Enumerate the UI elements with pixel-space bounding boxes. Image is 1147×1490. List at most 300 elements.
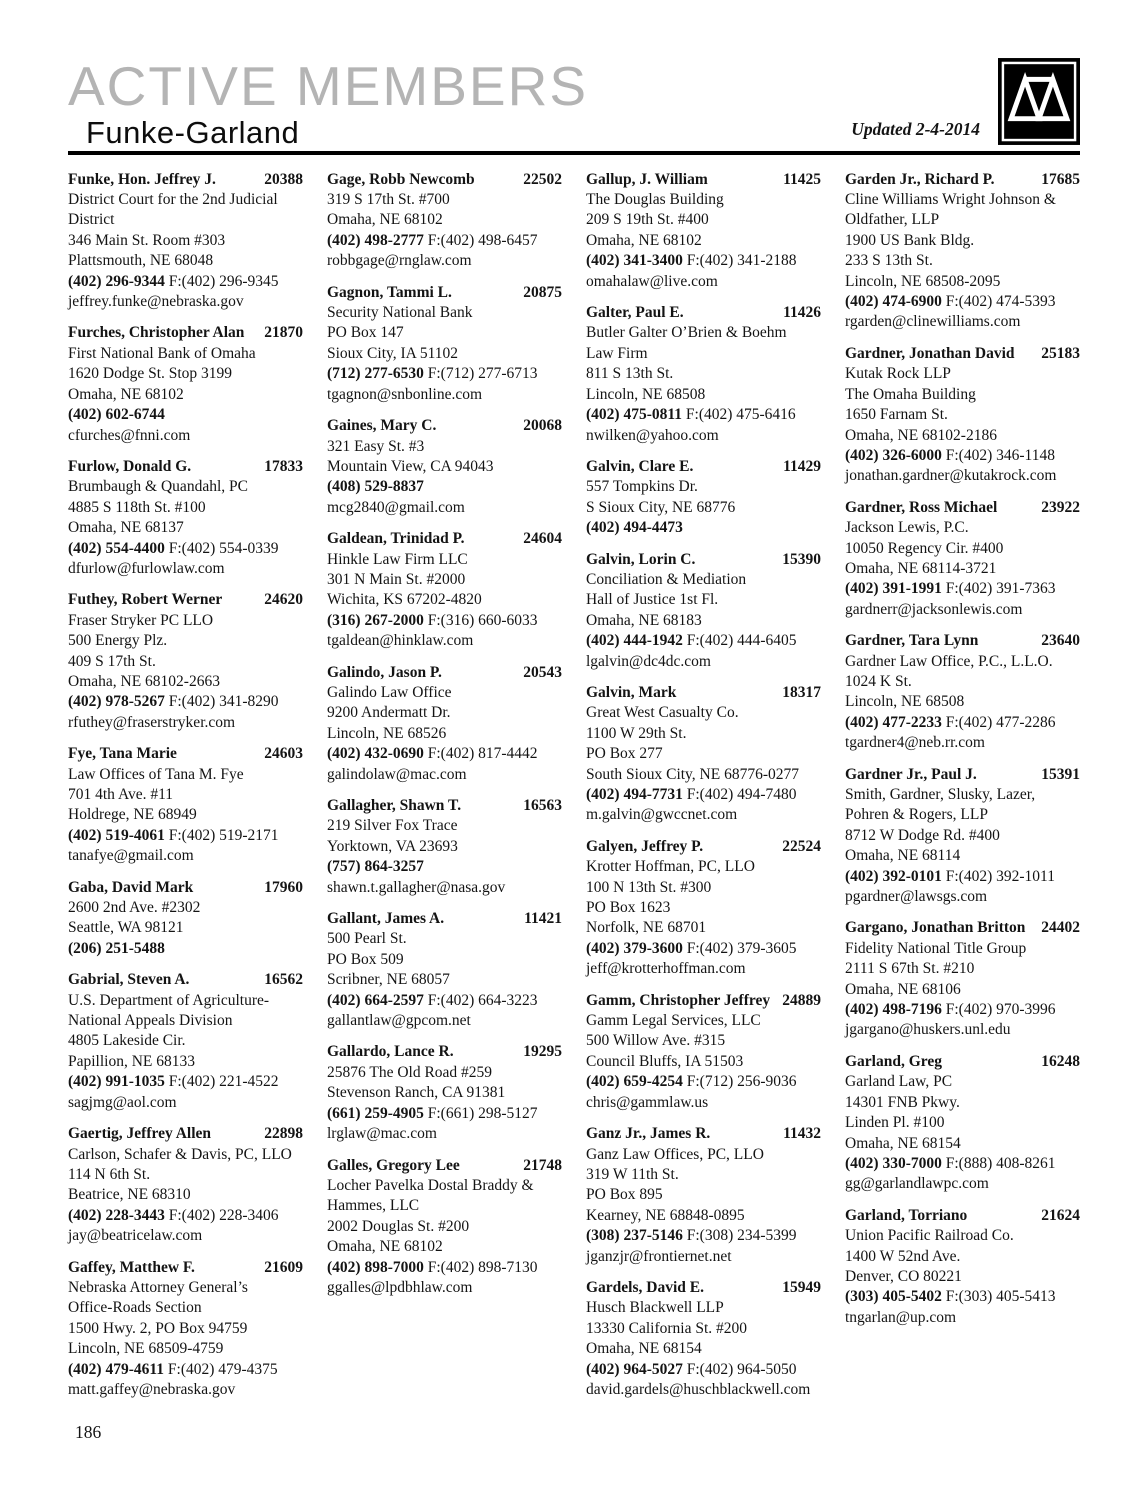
phone-line — [327, 611, 562, 631]
scales-of-justice-icon — [998, 58, 1080, 145]
phone-line — [68, 539, 303, 559]
address-line: Omaha, NE 68137 — [68, 519, 184, 537]
fax-number: F:(402) 296-9345 — [168, 272, 279, 290]
member-name-row — [586, 1124, 821, 1144]
address-line: 1620 Dodge St. Stop 3199 — [68, 365, 233, 383]
email-address: ggalles@lpdbhlaw.com — [327, 1278, 473, 1296]
address-line: 2600 2nd Ave. #2302 — [68, 899, 201, 917]
member-name-row — [68, 170, 303, 190]
member-id: 16563 — [523, 797, 562, 815]
address-line: Beatrice, NE 68310 — [68, 1186, 191, 1204]
address-line: 1400 W 52nd Ave. — [845, 1247, 961, 1265]
member-name-row — [586, 683, 821, 703]
email-address: omahalaw@live.com — [586, 272, 718, 290]
member-name-row — [68, 970, 303, 990]
email-address: tgagnon@snbonline.com — [327, 385, 483, 403]
phone-number: (402) 330-7000 — [845, 1154, 942, 1172]
member-name: Gardner, Tara Lynn — [845, 632, 979, 650]
address-line: Yorktown, VA 23693 — [327, 837, 458, 855]
address-line: 114 N 6th St. — [68, 1165, 151, 1183]
member-name: Galvin, Clare E. — [586, 457, 694, 475]
member-id: 11421 — [524, 910, 562, 928]
page-number: 186 — [75, 1422, 102, 1442]
member-entry — [327, 529, 562, 651]
member-name-row — [327, 1156, 562, 1176]
member-name-row — [68, 744, 303, 764]
member-id: 11429 — [783, 457, 821, 475]
address-line: PO Box 277 — [586, 745, 663, 763]
address-line: Omaha, NE 68114 — [845, 847, 961, 865]
address-line: 301 N Main St. #2000 — [327, 570, 466, 588]
email-address: chris@gammlaw.us — [586, 1093, 709, 1111]
email-address: tngarlan@up.com — [845, 1308, 957, 1326]
address-line: South Sioux City, NE 68776-0277 — [586, 765, 799, 783]
fax-number: F:(402) 817-4442 — [427, 745, 538, 763]
member-entry — [68, 170, 303, 313]
member-entry — [586, 837, 821, 980]
member-entry — [68, 457, 303, 579]
member-name: Furches, Christopher Alan — [68, 324, 245, 342]
address-line: Omaha, NE 68106 — [845, 980, 961, 998]
member-id: 21870 — [264, 324, 303, 342]
page-header — [68, 55, 1080, 151]
email-address: tgaldean@hinklaw.com — [327, 632, 474, 650]
member-id: 20388 — [264, 170, 303, 188]
member-name: Gardner Jr., Paul J. — [845, 765, 977, 783]
address-line: Garland Law, PC — [845, 1073, 953, 1091]
email-address: robbgage@rnglaw.com — [327, 252, 472, 270]
member-entry — [68, 323, 303, 445]
fax-number: F:(402) 970-3996 — [945, 1001, 1056, 1019]
address-line: 100 N 13th St. #300 — [586, 878, 712, 896]
address-line: 219 Silver Fox Trace — [327, 817, 458, 835]
phone-number: (402) 898-7000 — [327, 1258, 424, 1276]
phone-line — [68, 1206, 303, 1226]
address-line: PO Box 1623 — [586, 899, 671, 917]
phone-number: (402) 392-0101 — [845, 867, 942, 885]
member-name: Gallagher, Shawn T. — [327, 797, 462, 815]
member-entry — [327, 1156, 562, 1299]
email-address: david.gardels@huschblackwell.com — [586, 1380, 811, 1398]
address-line: Mountain View, CA 94043 — [327, 457, 494, 475]
member-name: Gargano, Jonathan Britton — [845, 919, 1026, 937]
address-line: 1650 Farnam St. — [845, 406, 948, 424]
email-address: lrglaw@mac.com — [327, 1125, 437, 1143]
fax-number: F:(402) 664-3223 — [427, 991, 538, 1009]
member-name-row — [68, 323, 303, 343]
phone-line — [845, 1000, 1080, 1020]
address-line: Scribner, NE 68057 — [327, 971, 450, 989]
address-line: First National Bank of Omaha — [68, 344, 256, 362]
member-name-row — [845, 1052, 1080, 1072]
phone-line — [68, 405, 303, 425]
phone-line — [586, 939, 821, 959]
directory-column-3 — [586, 170, 821, 1412]
phone-number: (402) 479-4611 — [68, 1360, 165, 1378]
email-address: jeff@krotterhoffman.com — [586, 960, 746, 978]
fax-number: F:(402) 391-7363 — [945, 580, 1056, 598]
phone-line — [845, 446, 1080, 466]
address-line: Omaha, NE 68102 — [327, 211, 443, 229]
member-id: 16248 — [1041, 1052, 1080, 1070]
member-entry — [68, 590, 303, 733]
phone-number: (402) 991-1035 — [68, 1073, 165, 1091]
member-name: Galter, Paul E. — [586, 304, 684, 322]
fax-number: F:(402) 479-4375 — [167, 1360, 278, 1378]
member-entry — [845, 170, 1080, 333]
member-name: Garden Jr., Richard P. — [845, 170, 995, 188]
member-name-row — [68, 590, 303, 610]
email-address: mcg2840@gmail.com — [327, 498, 465, 516]
member-name-row — [327, 663, 562, 683]
phone-line — [845, 292, 1080, 312]
member-name-row — [586, 1278, 821, 1298]
member-name: Gaffey, Matthew F. — [68, 1258, 195, 1276]
fax-number: F:(402) 898-7130 — [427, 1258, 538, 1276]
member-name: Gardels, David E. — [586, 1278, 704, 1296]
member-id: 21609 — [264, 1258, 303, 1276]
member-id: 15390 — [782, 550, 821, 568]
address-line: 209 S 19th St. #400 — [586, 211, 709, 229]
member-id: 22502 — [523, 170, 562, 188]
phone-number: (402) 432-0690 — [327, 745, 424, 763]
member-id: 20875 — [523, 283, 562, 301]
member-name: Gage, Robb Newcomb — [327, 170, 475, 188]
member-entry — [586, 991, 821, 1113]
member-id: 25183 — [1041, 344, 1080, 362]
fax-number: F:(402) 494-7480 — [686, 786, 797, 804]
member-name: Fye, Tana Marie — [68, 745, 177, 763]
address-line: Law Firm — [586, 344, 648, 362]
fax-number: F:(888) 408-8261 — [945, 1154, 1056, 1172]
directory-columns — [68, 170, 1080, 1412]
member-id: 22524 — [782, 837, 821, 855]
email-address: tgardner4@neb.rr.com — [845, 734, 985, 752]
address-line: 1024 K St. — [845, 672, 912, 690]
phone-line — [586, 1072, 821, 1092]
member-name: Galles, Gregory Lee — [327, 1156, 460, 1174]
fax-number: F:(308) 234-5399 — [686, 1227, 797, 1245]
email-address: lgalvin@dc4dc.com — [586, 652, 711, 670]
phone-line — [68, 1360, 303, 1380]
phone-line — [68, 826, 303, 846]
address-line: Omaha, NE 68154 — [586, 1340, 702, 1358]
phone-number: (402) 659-4254 — [586, 1073, 683, 1091]
phone-number: (402) 498-2777 — [327, 231, 424, 249]
member-name-row — [586, 550, 821, 570]
member-name-row — [586, 303, 821, 323]
phone-line — [845, 579, 1080, 599]
updated-date: Updated 2-4-2014 — [851, 118, 980, 139]
member-entry — [586, 457, 821, 539]
member-entry — [586, 550, 821, 672]
phone-line — [68, 1072, 303, 1092]
phone-line — [586, 1226, 821, 1246]
address-line: 1900 US Bank Bldg. — [845, 231, 975, 249]
member-name-row — [845, 918, 1080, 938]
address-line: Lincoln, NE 68526 — [327, 724, 447, 742]
phone-number: (303) 405-5402 — [845, 1288, 942, 1306]
email-address: gg@garlandlawpc.com — [845, 1175, 989, 1193]
member-id: 24603 — [264, 745, 303, 763]
address-line: Locher Pavelka Dostal Braddy & — [327, 1176, 534, 1194]
phone-number: (402) 228-3443 — [68, 1206, 165, 1224]
address-line: Lincoln, NE 68508 — [586, 385, 706, 403]
address-line: 4885 S 118th St. #100 — [68, 498, 206, 516]
phone-number: (402) 379-3600 — [586, 939, 683, 957]
member-name-row — [586, 991, 821, 1011]
phone-number: (316) 267-2000 — [327, 611, 424, 629]
member-name-row — [845, 1206, 1080, 1226]
member-entry — [586, 1124, 821, 1267]
email-address: gardnerr@jacksonlewis.com — [845, 600, 1023, 618]
member-id: 19295 — [523, 1043, 562, 1061]
header-titles — [68, 55, 851, 151]
address-line: Brumbaugh & Quandahl, PC — [68, 478, 248, 496]
phone-line — [586, 405, 821, 425]
address-line: Oldfather, LLP — [845, 211, 940, 229]
member-entry — [845, 918, 1080, 1040]
address-line: Sioux City, IA 51102 — [327, 344, 459, 362]
member-entry — [68, 744, 303, 866]
address-line: 409 S 17th St. — [68, 652, 156, 670]
fax-number: F:(402) 554-0339 — [168, 539, 279, 557]
address-line: Hall of Justice 1st Fl. — [586, 591, 719, 609]
member-name: Gardner, Jonathan David — [845, 344, 1015, 362]
fax-number: F:(402) 346-1148 — [945, 446, 1055, 464]
email-address: tanafye@gmail.com — [68, 847, 194, 865]
address-line: PO Box 895 — [586, 1186, 663, 1204]
member-name-row — [327, 170, 562, 190]
member-name-row — [327, 416, 562, 436]
email-address: jganzjr@frontiernet.net — [586, 1247, 732, 1265]
phone-line — [327, 744, 562, 764]
member-id: 24402 — [1041, 919, 1080, 937]
member-id: 11432 — [783, 1125, 821, 1143]
address-line: Norfolk, NE 68701 — [586, 919, 707, 937]
member-name: Galvin, Mark — [586, 683, 677, 701]
phone-number: (402) 494-7731 — [586, 786, 683, 804]
address-line: Lincoln, NE 68508-2095 — [845, 272, 1001, 290]
member-id: 15391 — [1041, 765, 1080, 783]
address-line: Omaha, NE 68183 — [586, 611, 702, 629]
address-line: District — [68, 211, 115, 229]
phone-number: (402) 326-6000 — [845, 446, 942, 464]
member-name: Furlow, Donald G. — [68, 457, 192, 475]
email-address: m.galvin@gwccnet.com — [586, 806, 738, 824]
header-divider — [68, 151, 1080, 155]
email-address: jonathan.gardner@kutakrock.com — [845, 467, 1057, 485]
email-address: jeffrey.funke@nebraska.gov — [68, 293, 244, 311]
address-line: Nebraska Attorney General’s — [68, 1278, 248, 1296]
member-entry — [327, 1042, 562, 1144]
member-name: Galindo, Jason P. — [327, 663, 442, 681]
phone-line — [586, 1360, 821, 1380]
address-line: Gamm Legal Services, LLC — [586, 1012, 761, 1030]
fax-number: F:(402) 341-8290 — [168, 693, 279, 711]
address-line: 701 4th Ave. #11 — [68, 786, 174, 804]
member-name-row — [327, 796, 562, 816]
phone-line — [845, 1154, 1080, 1174]
member-entry — [327, 283, 562, 405]
member-id: 15949 — [782, 1278, 821, 1296]
address-line: 321 Easy St. #3 — [327, 437, 425, 455]
address-line: Wichita, KS 67202-4820 — [327, 591, 482, 609]
directory-column-1 — [68, 170, 303, 1412]
member-entry — [586, 303, 821, 446]
fax-number: F:(402) 341-2188 — [686, 252, 797, 270]
member-name: Gaba, David Mark — [68, 878, 194, 896]
address-line: Office-Roads Section — [68, 1299, 202, 1317]
member-entry — [68, 878, 303, 960]
member-entry — [68, 970, 303, 1113]
phone-number: (661) 259-4905 — [327, 1104, 424, 1122]
address-line: Omaha, NE 68102 — [327, 1238, 443, 1256]
member-entry — [845, 344, 1080, 487]
member-entry — [845, 765, 1080, 908]
member-entry — [586, 170, 821, 292]
phone-line — [327, 477, 562, 497]
member-name-row — [845, 498, 1080, 518]
member-name: Gamm, Christopher Jeffrey — [586, 991, 771, 1009]
email-address: sagjmg@aol.com — [68, 1093, 177, 1111]
member-name: Gagnon, Tammi L. — [327, 283, 452, 301]
phone-number: (402) 341-3400 — [586, 252, 683, 270]
phone-number: (402) 602-6744 — [68, 406, 165, 424]
fax-number: F:(402) 964-5050 — [686, 1360, 797, 1378]
member-name: Garland, Greg — [845, 1052, 943, 1070]
email-address: rgarden@clinewilliams.com — [845, 313, 1021, 331]
phone-line — [68, 939, 303, 959]
member-name-row — [845, 765, 1080, 785]
member-name: Garland, Torriano — [845, 1206, 968, 1224]
phone-number: (402) 964-5027 — [586, 1360, 683, 1378]
address-line: Union Pacific Railroad Co. — [845, 1227, 1014, 1245]
address-line: Kutak Rock LLP — [845, 365, 951, 383]
email-address: galindolaw@mac.com — [327, 765, 467, 783]
email-address: dfurlow@furlowlaw.com — [68, 559, 225, 577]
email-address: jgargano@huskers.unl.edu — [845, 1021, 1011, 1039]
address-line: 557 Tompkins Dr. — [586, 478, 698, 496]
phone-number: (402) 494-4473 — [586, 519, 683, 537]
address-line: Fidelity National Title Group — [845, 939, 1027, 957]
email-address: cfurches@fnni.com — [68, 426, 191, 444]
fax-number: F:(402) 477-2286 — [945, 713, 1056, 731]
address-line: Butler Galter O’Brien & Boehm — [586, 324, 787, 342]
member-id: 22898 — [264, 1125, 303, 1143]
member-id: 20543 — [523, 663, 562, 681]
member-id: 20068 — [523, 417, 562, 435]
phone-line — [845, 1287, 1080, 1307]
phone-line — [327, 1258, 562, 1278]
email-address: rfuthey@fraserstryker.com — [68, 713, 236, 731]
fax-number: F:(712) 277-6713 — [427, 365, 538, 383]
address-line: Jackson Lewis, P.C. — [845, 519, 969, 537]
email-address: jay@beatricelaw.com — [68, 1227, 203, 1245]
member-name-row — [845, 631, 1080, 651]
phone-line — [586, 518, 821, 538]
address-line: Galindo Law Office — [327, 683, 452, 701]
member-name-row — [845, 344, 1080, 364]
fax-number: F:(402) 379-3605 — [686, 939, 797, 957]
member-entry — [845, 498, 1080, 620]
phone-line — [845, 713, 1080, 733]
member-entry — [586, 1278, 821, 1400]
phone-line — [845, 867, 1080, 887]
address-line: PO Box 147 — [327, 324, 404, 342]
email-address: nwilken@yahoo.com — [586, 426, 719, 444]
phone-number: (402) 391-1991 — [845, 580, 942, 598]
address-line: 1500 Hwy. 2, PO Box 94759 — [68, 1319, 248, 1337]
address-line: Seattle, WA 98121 — [68, 919, 184, 937]
phone-number: (402) 664-2597 — [327, 991, 424, 1009]
address-line: Omaha, NE 68102 — [586, 231, 702, 249]
member-name-row — [586, 837, 821, 857]
fax-number: F:(712) 256-9036 — [686, 1073, 797, 1091]
member-entry — [68, 1258, 303, 1401]
address-line: 8712 W Dodge Rd. #400 — [845, 826, 1000, 844]
address-line: 233 S 13th St. — [845, 252, 933, 270]
address-line: Cline Williams Wright Johnson & — [845, 191, 1056, 209]
email-address: gallantlaw@gpcom.net — [327, 1012, 471, 1030]
member-name-row — [586, 170, 821, 190]
member-id: 21748 — [523, 1156, 562, 1174]
email-address: pgardner@lawsgs.com — [845, 888, 988, 906]
member-id: 24620 — [264, 591, 303, 609]
member-name: Galvin, Lorin C. — [586, 550, 696, 568]
address-line: 13330 California St. #200 — [586, 1319, 748, 1337]
member-entry — [327, 909, 562, 1031]
member-id: 17833 — [264, 457, 303, 475]
phone-line — [327, 991, 562, 1011]
address-line: 319 W 11th St. — [586, 1165, 679, 1183]
address-line: S Sioux City, NE 68776 — [586, 498, 736, 516]
member-entry — [845, 631, 1080, 753]
phone-number: (402) 475-0811 — [586, 406, 683, 424]
member-name-row — [327, 283, 562, 303]
email-address: shawn.t.gallagher@nasa.gov — [327, 878, 506, 896]
address-line: Omaha, NE 68154 — [845, 1134, 961, 1152]
address-line: 2111 S 67th St. #210 — [845, 960, 975, 978]
member-name: Gardner, Ross Michael — [845, 498, 998, 516]
member-entry — [327, 416, 562, 518]
address-line: 500 Pearl St. — [327, 930, 407, 948]
address-line: Stevenson Ranch, CA 91381 — [327, 1084, 506, 1102]
address-line: Plattsmouth, NE 68048 — [68, 252, 214, 270]
phone-line — [327, 1104, 562, 1124]
address-line: Omaha, NE 68102-2186 — [845, 426, 997, 444]
phone-line — [327, 857, 562, 877]
phone-line — [586, 631, 821, 651]
page-title: ACTIVE MEMBERS — [68, 55, 589, 117]
phone-line — [68, 272, 303, 292]
phone-line — [327, 231, 562, 251]
address-line: 500 Energy Plz. — [68, 632, 168, 650]
phone-line — [586, 785, 821, 805]
member-name: Funke, Hon. Jeffrey J. — [68, 170, 216, 188]
member-id: 23640 — [1041, 632, 1080, 650]
address-line: 346 Main St. Room #303 — [68, 231, 226, 249]
address-line: District Court for the 2nd Judicial — [68, 191, 278, 209]
member-entry — [327, 170, 562, 272]
member-name-row — [68, 1124, 303, 1144]
address-line: Linden Pl. #100 — [845, 1114, 945, 1132]
address-line: 14301 FNB Pkwy. — [845, 1093, 960, 1111]
address-line: Hinkle Law Firm LLC — [327, 550, 468, 568]
member-entry — [327, 796, 562, 898]
address-line: Husch Blackwell LLP — [586, 1299, 724, 1317]
member-name: Gallup, J. William — [586, 170, 708, 188]
